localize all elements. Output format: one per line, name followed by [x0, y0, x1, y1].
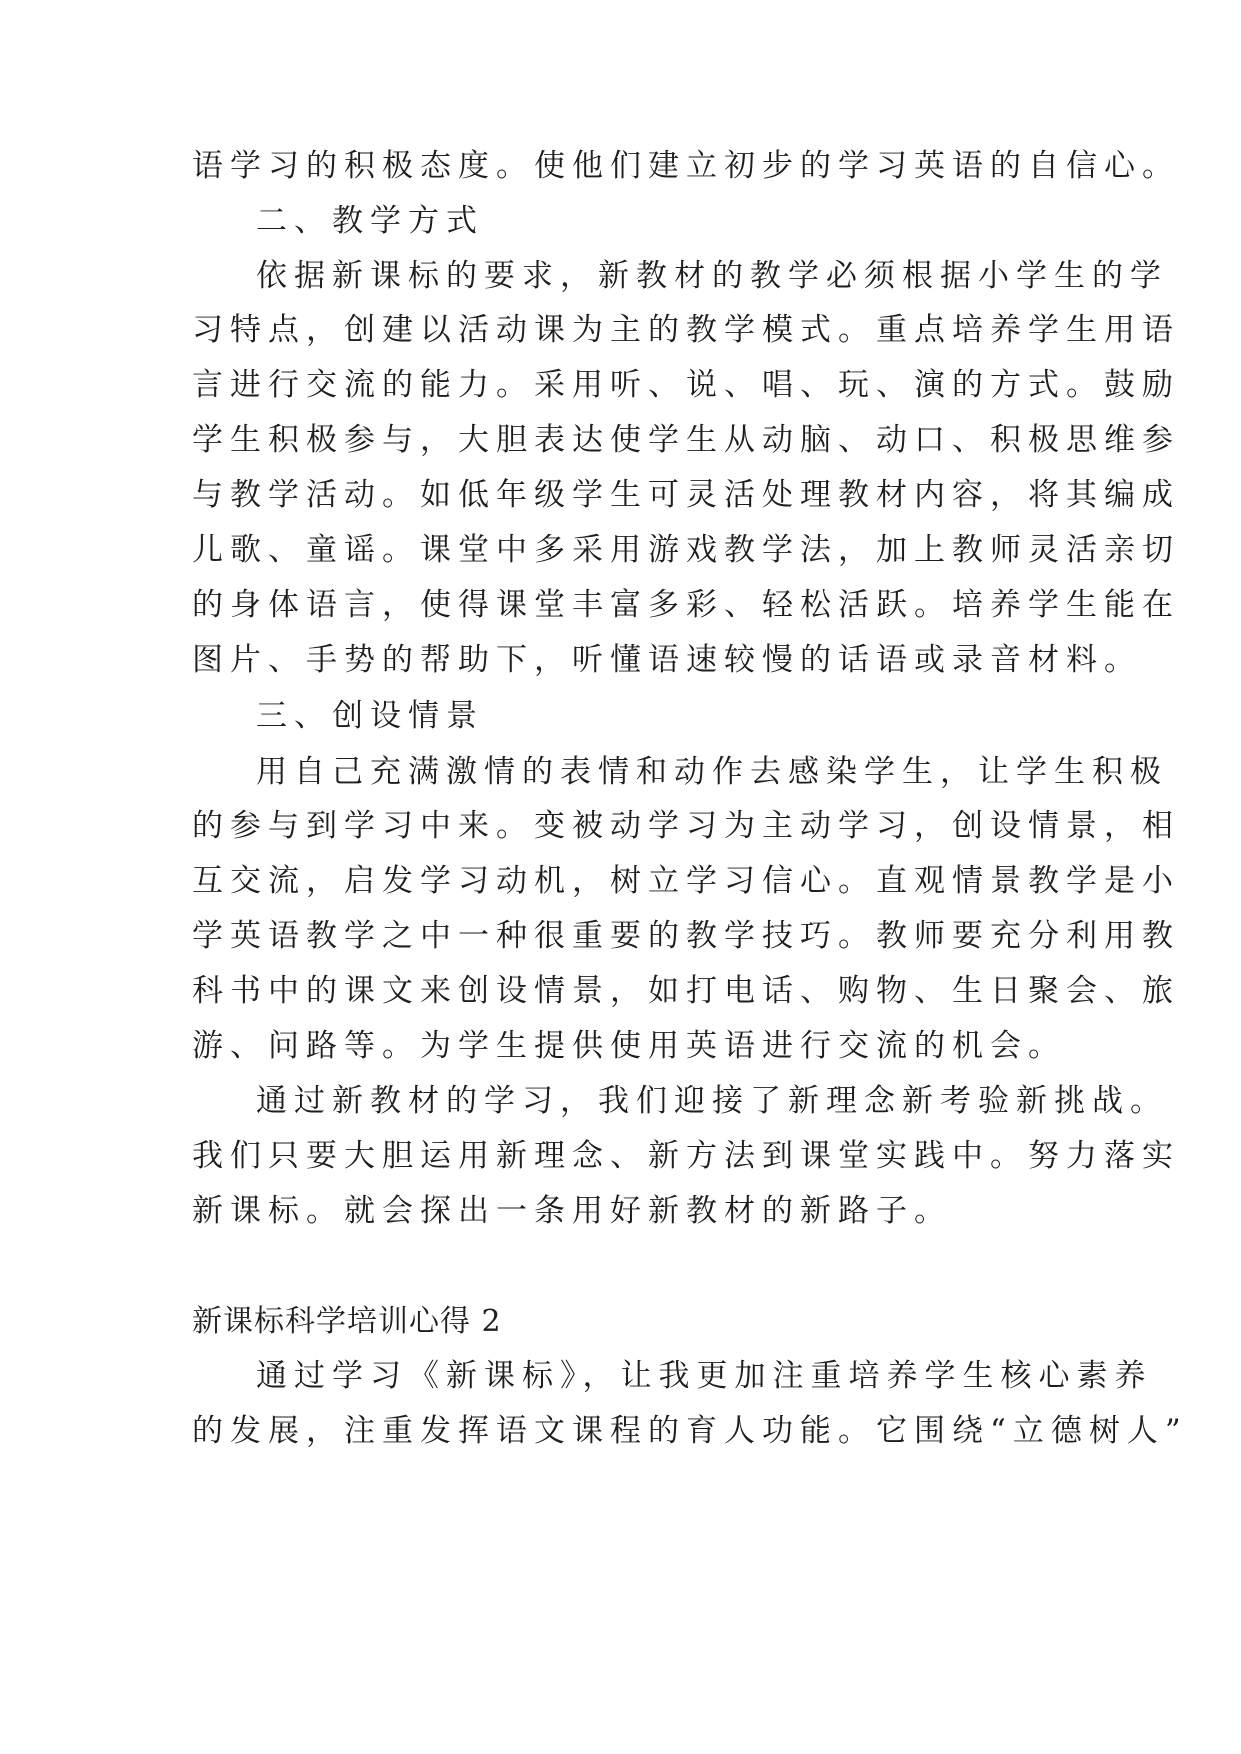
paragraph-line: 通过学习《新课标》，让我更加注重培养学生核心素养: [256, 1358, 1153, 1394]
paragraph-line: 互交流，启发学习动机，树立学习信心。直观情景教学是小: [192, 863, 1180, 899]
paragraph-line: 的发展，注重发挥语文课程的育人功能。它围绕“立德树人”: [192, 1413, 1188, 1449]
paragraph-line: 通过新教材的学习，我们迎接了新理念新考验新挑战。: [256, 1083, 1168, 1119]
section-heading-teaching-method: 二、教学方式: [256, 203, 484, 239]
section-heading-create-scenarios: 三、创设情景: [256, 698, 484, 734]
paragraph-line: 语学习的积极态度。使他们建立初步的学习英语的自信心。: [192, 148, 1180, 184]
paragraph-line: 我们只要大胆运用新理念、新方法到课堂实践中。努力落实: [192, 1138, 1180, 1174]
paragraph-line: 游、问路等。为学生提供使用英语进行交流的机会。: [192, 1028, 1066, 1064]
paragraph-line: 新课标。就会探出一条用好新教材的新路子。: [192, 1193, 952, 1229]
paragraph-line: 科书中的课文来创设情景，如打电话、购物、生日聚会、旅: [192, 973, 1180, 1009]
paragraph-line: 言进行交流的能力。采用听、说、唱、玩、演的方式。鼓励: [192, 367, 1180, 403]
article-title: 新课标科学培训心得 2: [192, 1304, 502, 1339]
paragraph-line: 学生积极参与，大胆表达使学生从动脑、动口、积极思维参: [192, 422, 1180, 458]
paragraph-line: 依据新课标的要求，新教材的教学必须根据小学生的学: [256, 258, 1168, 294]
paragraph-line: 的参与到学习中来。变被动学习为主动学习，创设情景，相: [192, 808, 1180, 844]
paragraph-line: 儿歌、童谣。课堂中多采用游戏教学法，加上教师灵活亲切: [192, 532, 1180, 568]
paragraph-line: 学英语教学之中一种很重要的教学技巧。教师要充分利用教: [192, 918, 1180, 954]
paragraph-line: 习特点，创建以活动课为主的教学模式。重点培养学生用语: [192, 312, 1180, 348]
paragraph-line: 用自己充满激情的表情和动作去感染学生，让学生积极: [256, 754, 1168, 790]
paragraph-line: 的身体语言，使得课堂丰富多彩、轻松活跃。培养学生能在: [192, 587, 1180, 623]
paragraph-line: 图片、手势的帮助下，听懂语速较慢的话语或录音材料。: [192, 642, 1142, 678]
paragraph-line: 与教学活动。如低年级学生可灵活处理教材内容，将其编成: [192, 477, 1180, 513]
